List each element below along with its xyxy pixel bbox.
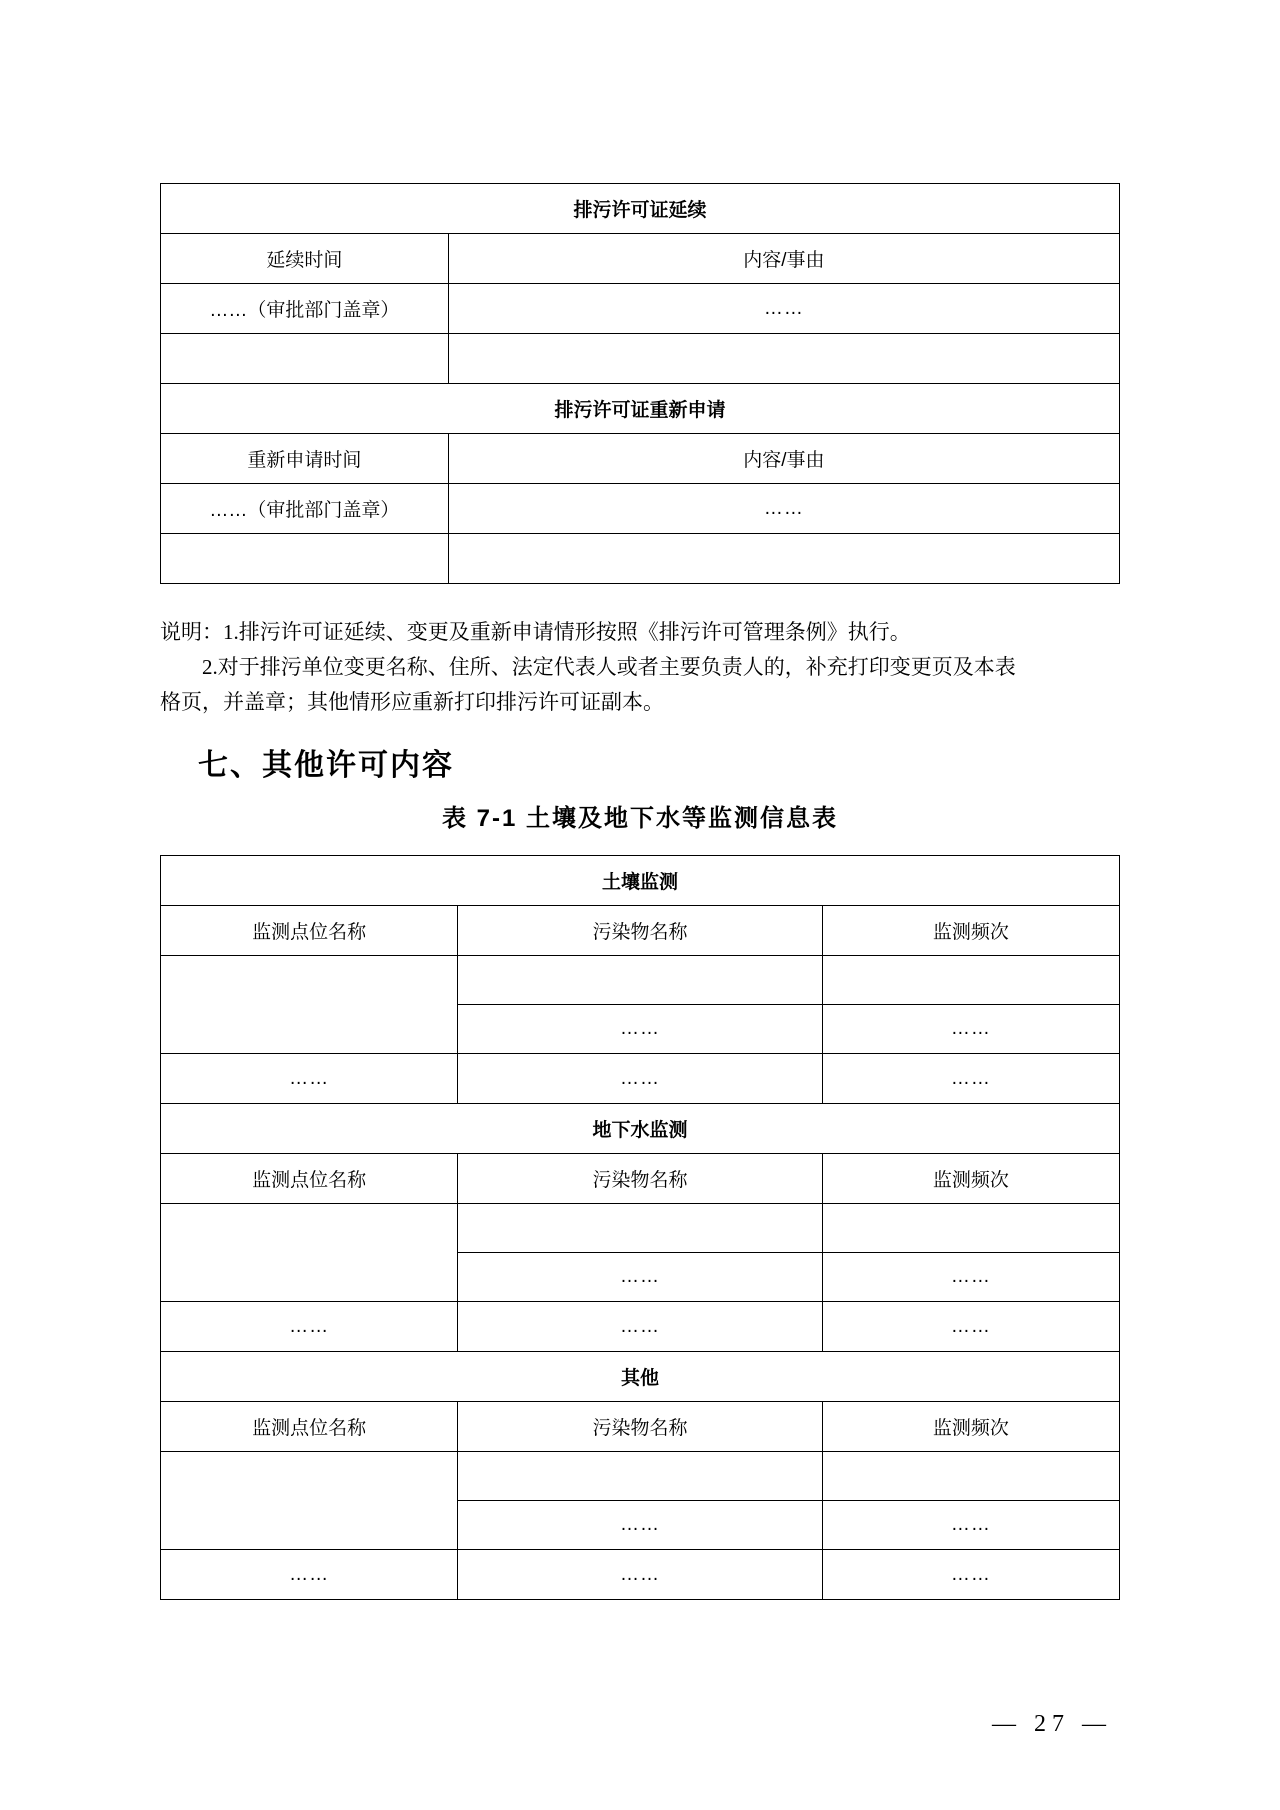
page-number: — 27 — xyxy=(992,1711,1112,1737)
table-row xyxy=(161,1054,1120,1104)
renewal-table-container xyxy=(160,183,1120,584)
table-row xyxy=(161,1402,1120,1452)
column-header-cell: 重新申请时间 xyxy=(161,434,449,484)
table-row xyxy=(161,906,1120,956)
table-row xyxy=(161,1104,1120,1154)
column-header-cell: 监测频次 xyxy=(822,1402,1119,1452)
column-header-cell: 污染物名称 xyxy=(458,1402,822,1452)
table-row xyxy=(161,1204,1120,1253)
table-caption: 表 7-1 土壤及地下水等监测信息表 xyxy=(441,805,839,832)
table-row xyxy=(161,184,1120,234)
table-row xyxy=(161,1452,1120,1501)
reapply-time-cell-empty xyxy=(161,534,449,584)
monitor-point-cell: …… xyxy=(161,1054,458,1104)
column-header-cell: 监测点位名称 xyxy=(161,1154,458,1204)
notes-block xyxy=(160,615,1120,720)
monitor-point-cell: …… xyxy=(161,1302,458,1352)
monitoring-table xyxy=(160,855,1120,1600)
pollutant-cell: …… xyxy=(458,1005,822,1054)
frequency-cell: …… xyxy=(822,1302,1119,1352)
note-line-1: 说明：1.排污许可证延续、变更及重新申请情形按照《排污许可管理条例》执行。 xyxy=(160,620,911,644)
pollutant-cell: …… xyxy=(458,1501,822,1550)
column-header-cell: 监测点位名称 xyxy=(161,1402,458,1452)
column-header-cell: 监测频次 xyxy=(822,906,1119,956)
table-row xyxy=(161,856,1120,906)
note-line-2: 2.对于排污单位变更名称、住所、法定代表人或者主要负责人的，补充打印变更页及本表 xyxy=(202,655,1016,679)
column-header-cell: 内容/事由 xyxy=(448,434,1119,484)
section-heading: 七、其他许可内容 xyxy=(198,749,454,782)
pollutant-cell xyxy=(458,1452,822,1501)
frequency-cell: …… xyxy=(822,1501,1119,1550)
column-header-cell: 内容/事由 xyxy=(448,234,1119,284)
table-row xyxy=(161,484,1120,534)
column-header-cell: 污染物名称 xyxy=(458,1154,822,1204)
table-row xyxy=(161,1154,1120,1204)
column-header-cell: 污染物名称 xyxy=(458,906,822,956)
column-header-cell: 延续时间 xyxy=(161,234,449,284)
table-row xyxy=(161,334,1120,384)
column-header-cell: 监测频次 xyxy=(822,1154,1119,1204)
table-row xyxy=(161,434,1120,484)
pollutant-cell: …… xyxy=(458,1054,822,1104)
column-header-cell: 监测点位名称 xyxy=(161,906,458,956)
frequency-cell: …… xyxy=(822,1550,1119,1600)
frequency-cell xyxy=(822,956,1119,1005)
monitor-point-cell xyxy=(161,1204,458,1302)
section-header-cell: 土壤监测 xyxy=(161,856,1120,906)
table-row xyxy=(161,284,1120,334)
reapply-time-cell: ……（审批部门盖章） xyxy=(161,484,449,534)
frequency-cell: …… xyxy=(822,1005,1119,1054)
monitor-point-cell: …… xyxy=(161,1550,458,1600)
renewal-time-cell: ……（审批部门盖章） xyxy=(161,284,449,334)
reapply-content-cell: …… xyxy=(448,484,1119,534)
frequency-cell xyxy=(822,1452,1119,1501)
renewal-content-cell: …… xyxy=(448,284,1119,334)
section-header-cell: 排污许可证重新申请 xyxy=(161,384,1120,434)
frequency-cell: …… xyxy=(822,1253,1119,1302)
table-row xyxy=(161,1302,1120,1352)
pollutant-cell: …… xyxy=(458,1550,822,1600)
pollutant-cell xyxy=(458,1204,822,1253)
renewal-content-cell-empty xyxy=(448,334,1119,384)
pollutant-cell xyxy=(458,956,822,1005)
renewal-table xyxy=(160,183,1120,584)
monitor-point-cell xyxy=(161,956,458,1054)
section-header-cell: 其他 xyxy=(161,1352,1120,1402)
section-header-cell: 排污许可证延续 xyxy=(161,184,1120,234)
monitor-point-cell xyxy=(161,1452,458,1550)
pollutant-cell: …… xyxy=(458,1302,822,1352)
section-header-cell: 地下水监测 xyxy=(161,1104,1120,1154)
table-row xyxy=(161,1550,1120,1600)
reapply-content-cell-empty xyxy=(448,534,1119,584)
table-row xyxy=(161,956,1120,1005)
frequency-cell xyxy=(822,1204,1119,1253)
table-row xyxy=(161,1352,1120,1402)
table-row xyxy=(161,534,1120,584)
frequency-cell: …… xyxy=(822,1054,1119,1104)
table-row xyxy=(161,234,1120,284)
table-row xyxy=(161,384,1120,434)
renewal-time-cell-empty xyxy=(161,334,449,384)
monitoring-table-container xyxy=(160,855,1120,1600)
pollutant-cell: …… xyxy=(458,1253,822,1302)
note-line-3: 格页，并盖章；其他情形应重新打印排污许可证副本。 xyxy=(160,690,664,714)
